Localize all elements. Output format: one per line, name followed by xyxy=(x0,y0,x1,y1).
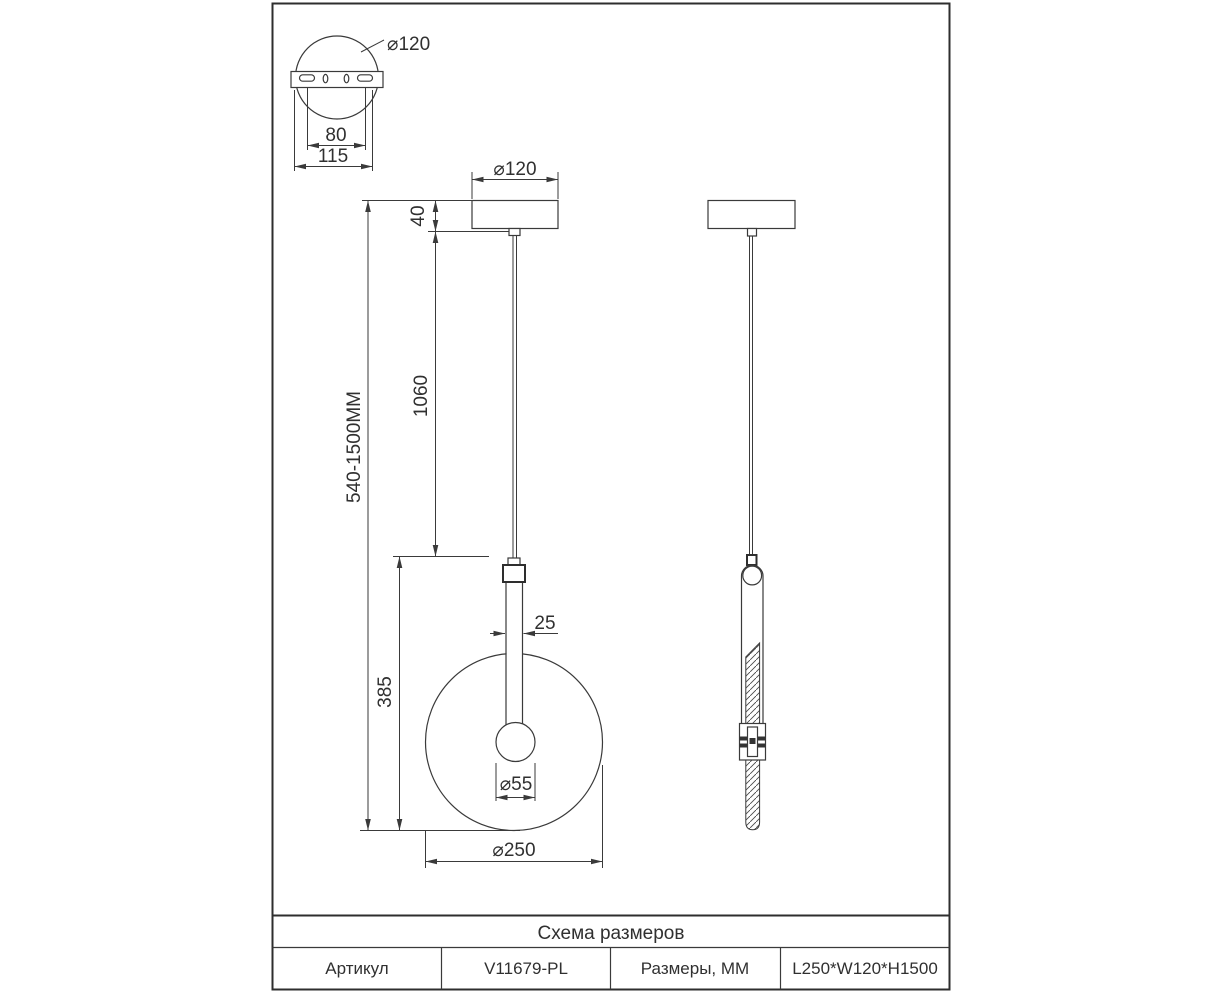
detail-diameter-label: ⌀120 xyxy=(387,34,431,55)
wire-grip-front xyxy=(508,558,520,565)
article-value: V11679-PL xyxy=(484,959,568,978)
center-hub-front xyxy=(496,723,535,762)
mount-plate xyxy=(291,72,383,88)
lamp-height-label: 385 xyxy=(375,676,396,708)
wire-grip-side xyxy=(747,555,757,565)
total-height-label: 540-1500MM xyxy=(344,391,365,503)
hub-diameter-label: ⌀55 xyxy=(499,774,533,795)
dimensions-label: Размеры, ММ xyxy=(640,959,750,978)
canopy-height-label: 40 xyxy=(408,205,429,227)
pendant-front-view xyxy=(344,159,603,868)
article-label: Артикул xyxy=(325,959,389,978)
canopy-nipple-side xyxy=(748,229,757,237)
pendant-side-view xyxy=(708,201,795,830)
slot-spacing-label: 80 xyxy=(325,125,347,146)
drawing-frame xyxy=(273,4,950,990)
table-title: Схема размеров xyxy=(537,923,685,944)
canopy-front xyxy=(472,201,558,229)
dimensions-value: L250*W120*H1500 xyxy=(792,959,938,978)
tube-socket-front xyxy=(503,565,525,582)
mount-plate-detail-view xyxy=(291,34,430,171)
tube-width-label: 25 xyxy=(534,613,556,634)
disc-diameter-label: ⌀250 xyxy=(492,840,536,861)
canopy-side xyxy=(708,201,795,229)
dimensions-table xyxy=(273,916,950,990)
canopy-diameter-label: ⌀120 xyxy=(493,159,537,180)
canopy-nipple-front xyxy=(509,229,520,236)
center-hub-side xyxy=(740,724,766,761)
plate-width-label: 115 xyxy=(317,146,349,167)
wire-length-label: 1060 xyxy=(411,374,432,418)
